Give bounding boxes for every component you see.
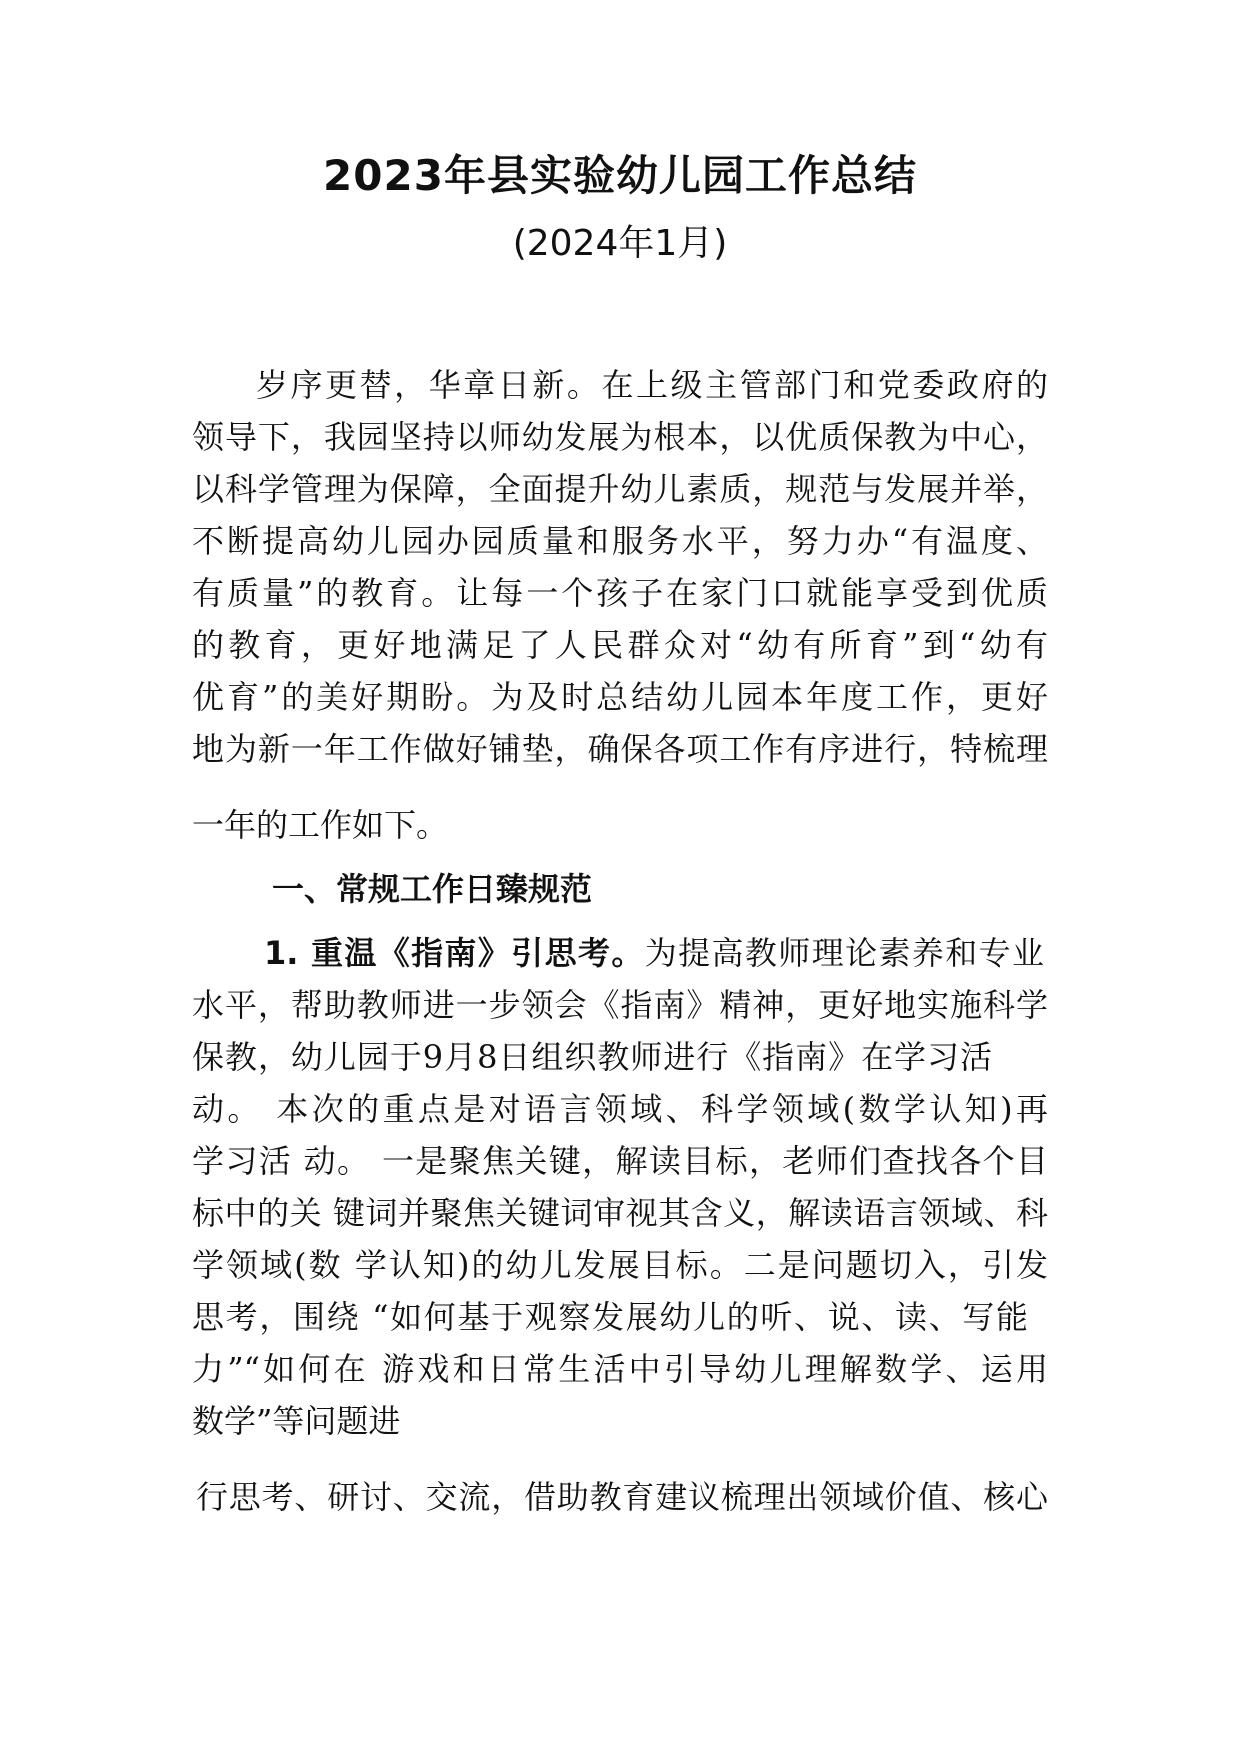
section-heading: 一、常规工作日臻规范 xyxy=(272,870,593,908)
item-line: 水平，帮助教师进一步领会《指南》精神，更好地实施科学 xyxy=(192,986,1048,1024)
item-line: 力”“如何在 游戏和日常生活中引导幼儿理解数学、运用 xyxy=(192,1350,1048,1388)
document-title: 2023年县实验幼儿园工作总结 xyxy=(323,151,917,200)
intro-line: 有质量”的教育。让每一个孩子在家门口就能享受到优质 xyxy=(192,574,1048,612)
item-line: 保教，幼儿园于9月8日组织教师进行《指南》在学习活 xyxy=(192,1038,992,1076)
intro-line: 的教育，更好地满足了人民群众对“幼有所育”到“幼有 xyxy=(192,626,1048,664)
item-line: 思考，围绕 “如何基于观察发展幼儿的听、说、读、写能 xyxy=(192,1298,1028,1336)
item-line: 学领域(数 学认知)的幼儿发展目标。二是问题切入，引发 xyxy=(192,1246,1048,1284)
intro-line: 地为新一年工作做好铺垫，确保各项工作有序进行，特梳理 xyxy=(192,730,1048,768)
item-line: 行思考、研讨、交流，借助教育建议梳理出领域价值、核心 xyxy=(196,1478,1048,1516)
item-text: 为提高教师理论素养和专业 xyxy=(644,934,1044,972)
intro-line: 一年的工作如下。 xyxy=(192,806,449,844)
intro-line: 不断提高幼儿园办园质量和服务水平，努力办“有温度、 xyxy=(192,522,1048,560)
item-line: 动。 本次的重点是对语言领域、科学领域(数学认知)再 xyxy=(192,1090,1048,1128)
item-lead: 1. 重温《指南》引思考。 xyxy=(264,934,645,972)
intro-line: 岁序更替，华章日新。在上级主管部门和党委政府的 xyxy=(256,366,1048,404)
item-first-line xyxy=(264,932,1044,974)
item-line: 标中的关 键词并聚焦关键词审视其含义，解读语言领域、科 xyxy=(192,1194,1048,1232)
intro-line: 以科学管理为保障，全面提升幼儿素质，规范与发展并举， xyxy=(192,470,1048,508)
intro-line: 领导下，我园坚持以师幼发展为根本，以优质保教为中心， xyxy=(192,418,1048,456)
document-date: (2024年1月) xyxy=(512,223,728,264)
intro-line: 优育”的美好期盼。为及时总结幼儿园本年度工作，更好 xyxy=(192,678,1048,716)
item-line: 学习活 动。 一是聚焦关键，解读目标，老师们查找各个目 xyxy=(192,1142,1048,1180)
item-line: 数学”等问题进 xyxy=(192,1402,401,1440)
